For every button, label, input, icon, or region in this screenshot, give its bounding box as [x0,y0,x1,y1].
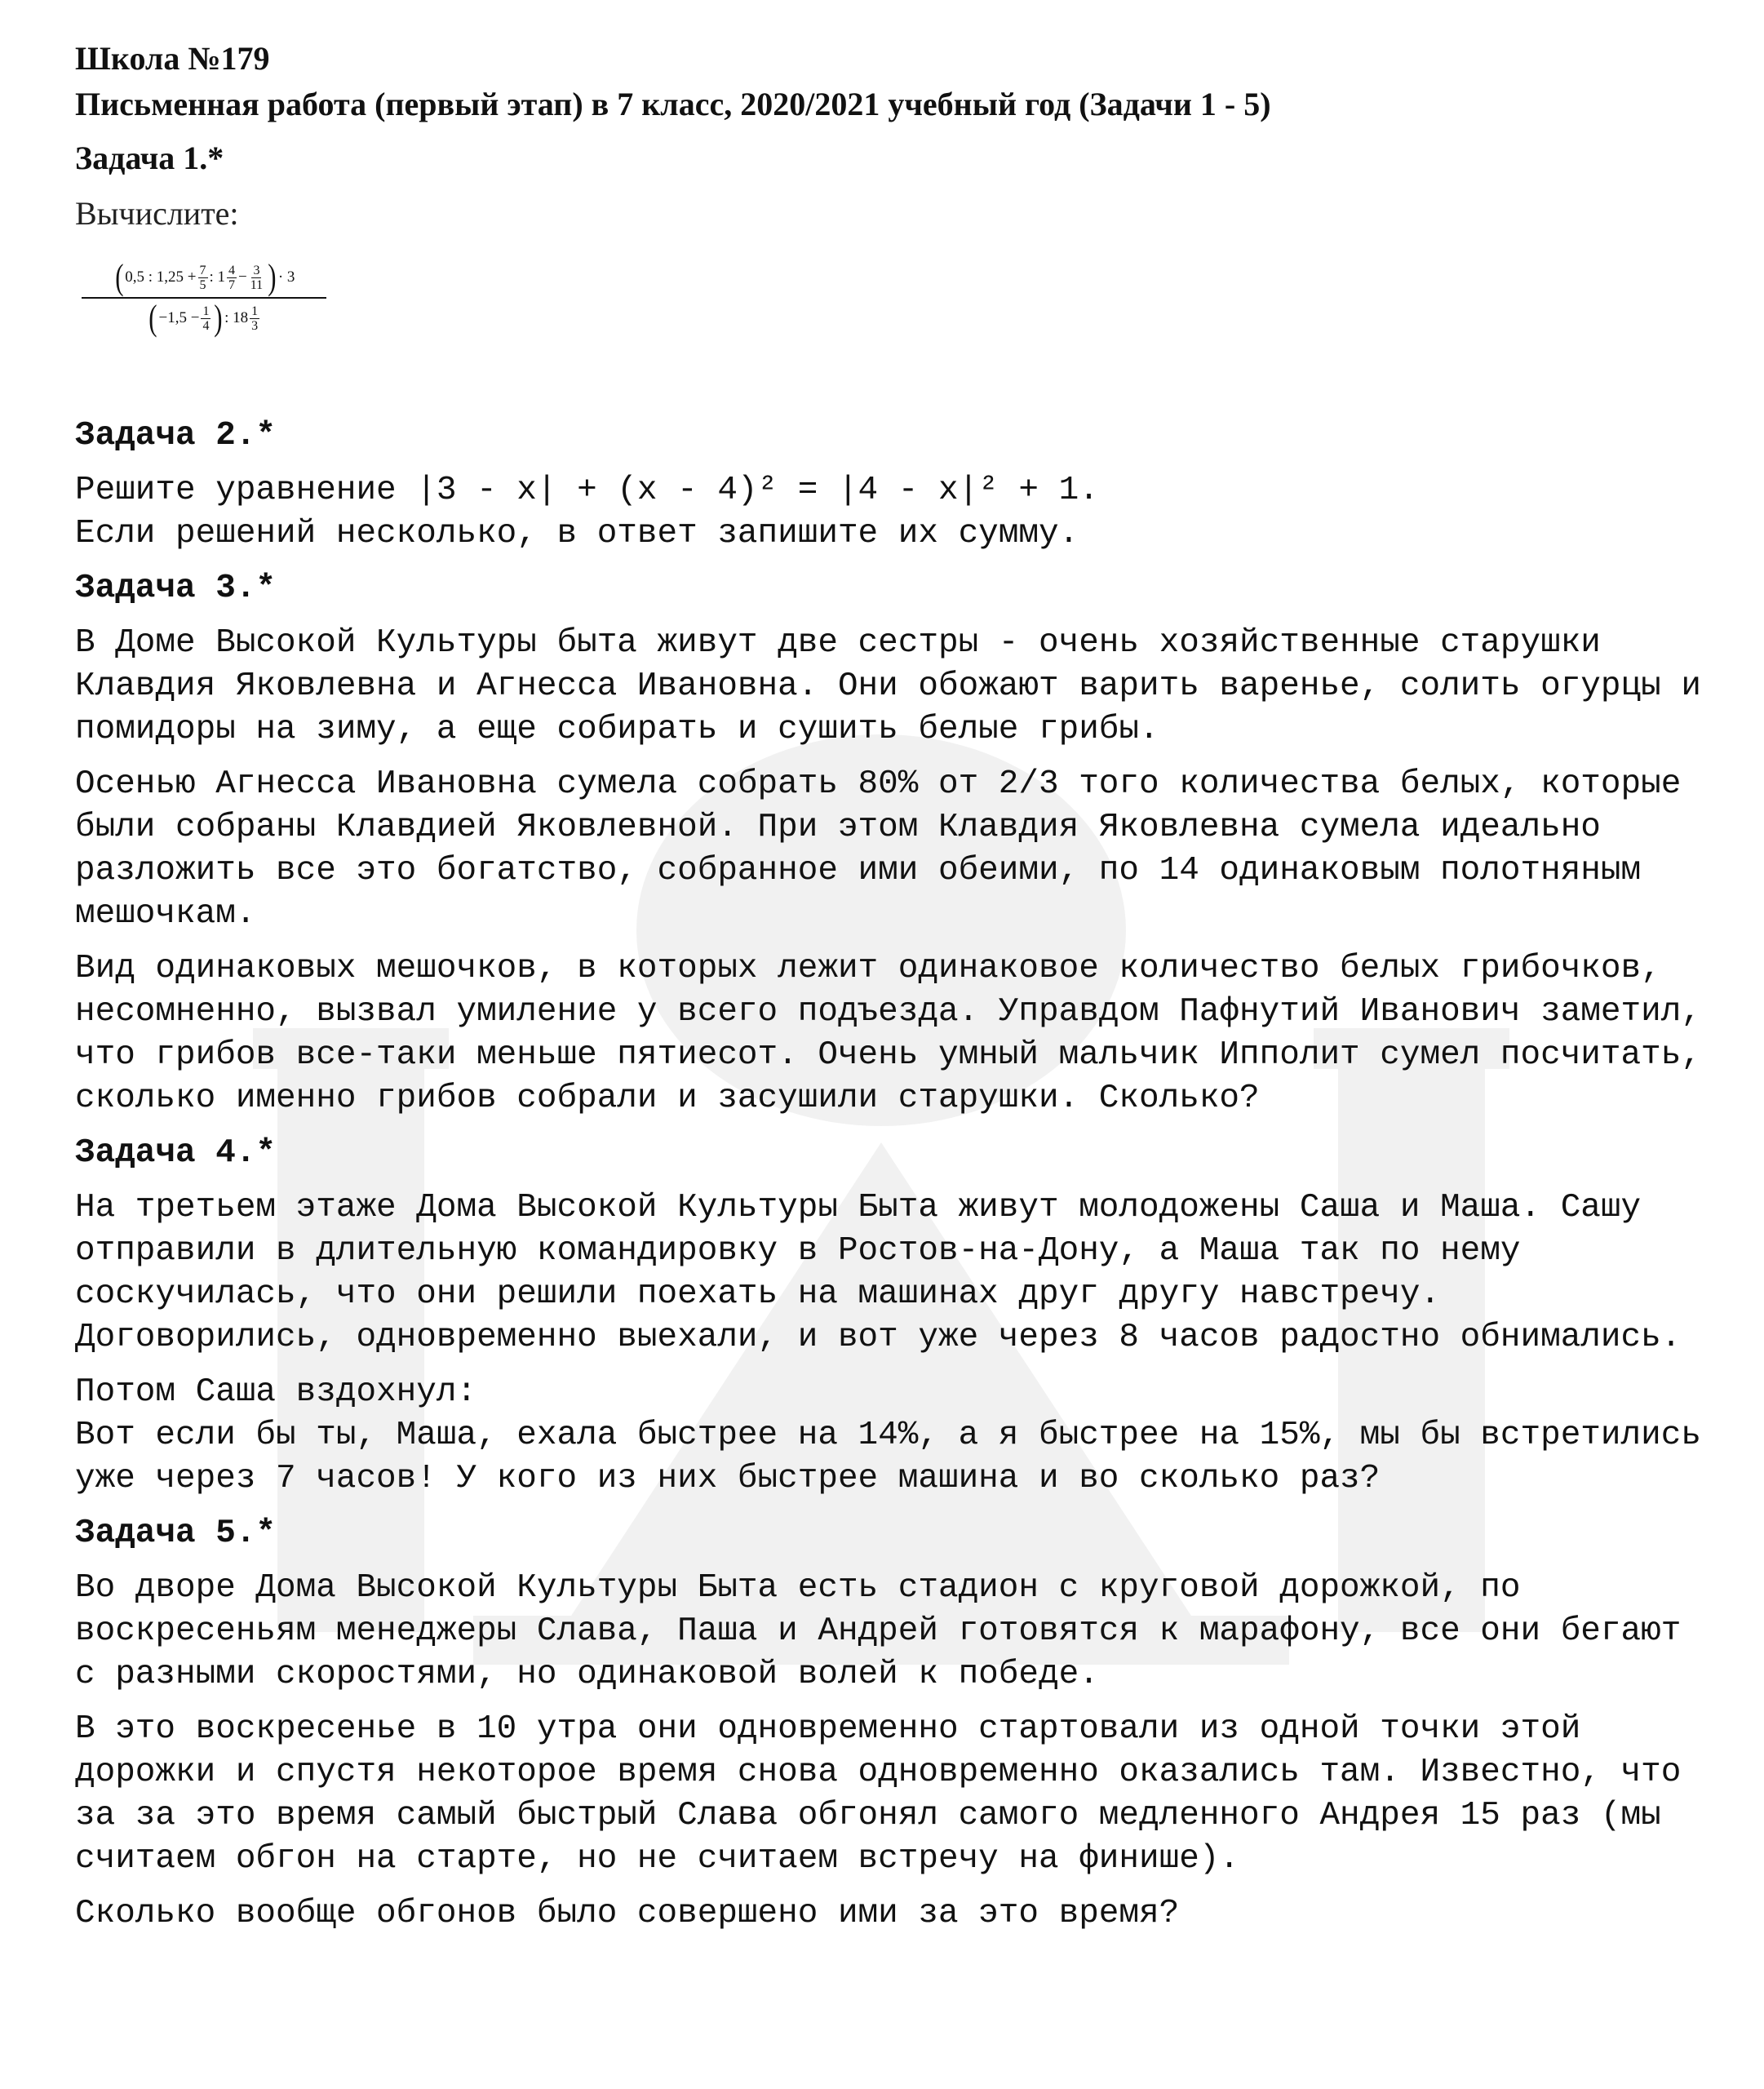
task-5-paragraph-3: Сколько вообще обгонов было совершено ими за это время? [75,1895,1180,1932]
task-2-line-2: Если решений несколько, в ответ запишите их сумму. [75,515,1079,552]
task-5-paragraph-2: В это воскресенье в 10 утра они одновременно стартовали из одной точки этой дорожки и спустя некоторое время снова одновременно оказались там. Известно, что за за это время самый быстрый Слава обгонял самого медленного Андрея 15 раз (мы считаем обгон на старте, но не считаем встречу на финише). [75,1710,1701,1878]
formula-numerator: ( 0,5 : 1,25 + $\frac{7}{5}$ : 1 4 7 − $\frac{3}{11}$ ) · 3 [114,257,295,297]
task-5-heading: Задача 5.* [75,1515,277,1552]
task-4-paragraph-3: Вот если бы ты, Маша, ехала быстрее на 14%, а я быстрее на 15%, мы бы встретились уже через 7 часов! У кого из них быстрее машина и во сколько раз? [75,1417,1722,1497]
task-3-paragraph-1: В Доме Высокой Культуры быта живут две сестры - очень хозяйственные старушки Клавдия Яковлевна и Агнесса Ивановна. Они обожают варить варенье, солить огурцы и помидоры на зиму, а еще собирать и сушить белые грибы. [75,624,1722,748]
task-1-formula [82,259,326,336]
task-4-paragraph-2: Потом Саша вздохнул: [75,1373,477,1411]
school-name: Школа №179 [75,40,270,77]
task-4-heading: Задача 4.* [75,1134,277,1172]
task-1-heading: Задача 1.* [75,140,224,176]
task-1-prompt: Вычислите: [75,195,239,232]
task-4-paragraph-1: На третьем этаже Дома Высокой Культуры Быта живут молодожены Саша и Маша. Сашу отправили в длительную командировку в Ростов-на-Дону, а Маша так по нему соскучилась, что они решили поехать на машинах друг другу навстречу. Договорились, одновременно выехали, и вот уже через 8 часов радостно обнимались. [75,1189,1682,1356]
formula-fraction-bar [82,297,326,299]
task-3-paragraph-3: Вид одинаковых мешочков, в которых лежит одинаковое количество белых грибочков, несомненно, вызвал умиление у всего подъезда. Управдом Пафнутий Иванович заметил, что грибов все-таки меньше пятиесот. Очень умный мальчик Ипполит сумел посчитать, сколько именно грибов собрали и засушили старушки. Сколько? [75,950,1722,1117]
document-page [75,36,1722,1936]
document-title: Письменная работа (первый этап) в 7 класс, 2020/2021 учебный год (Задачи 1 - 5) [75,86,1271,122]
task-3-heading: Задача 3.* [75,570,277,607]
task-3-paragraph-2: Осенью Агнесса Ивановна сумела собрать 80% от 2/3 того количества белых, которые были собраны Клавдией Яковлевной. При этом Клавдия Яковлевна сумела идеально разложить все это богатство, собранное ими обеими, по 14 одинаковым полотняным мешочкам. [75,765,1701,933]
task-2-line-1: Решите уравнение |3 - x| + (x - 4)² = |4 - x|² + 1. [75,472,1099,509]
task-5-paragraph-1: Во дворе Дома Высокой Культуры Быта есть стадион с круговой дорожкой, по воскресеньям менеджеры Слава, Паша и Андрей готовятся к марафону, все они бегают с разными скоростями, но одинаковой волей к победе. [75,1569,1701,1693]
formula-denominator: ( −1,5 − $\frac{1}{4}$ ) : 18 1 3 [148,298,259,338]
task-2-heading: Задача 2.* [75,417,277,455]
